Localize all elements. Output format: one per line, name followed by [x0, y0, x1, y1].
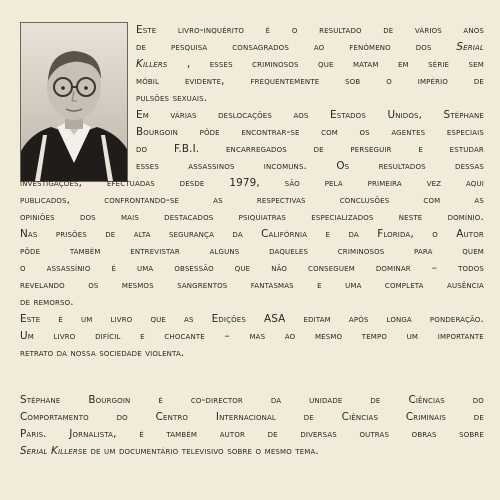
paragraph-4-line-0: [20, 392, 484, 409]
word: psiquiatras: [238, 211, 287, 223]
word: é: [158, 394, 163, 406]
word: alta: [133, 228, 151, 240]
word: Estados: [330, 109, 366, 121]
word: Autor: [456, 228, 484, 240]
word: domínio.: [447, 211, 484, 223]
paragraph-3-line-1: [20, 328, 484, 345]
word: de: [267, 428, 278, 440]
paragraph-2-line-0: [20, 226, 484, 243]
word: as: [474, 194, 484, 206]
author-portrait-image: [21, 23, 127, 181]
word: ponderação.: [429, 313, 484, 325]
paragraph-2-line-3: [20, 277, 484, 294]
word: é: [58, 313, 63, 325]
word: é: [265, 24, 271, 36]
word: móbil: [136, 75, 160, 87]
paragraph-1-line-6: [20, 209, 484, 226]
word: sob: [345, 75, 361, 87]
word: ausência: [447, 279, 484, 291]
word: o: [432, 228, 438, 240]
word: daqueles: [269, 245, 309, 257]
word: Ciências: [408, 394, 445, 406]
word: também: [69, 245, 101, 257]
word: pôde: [199, 126, 220, 138]
word: Ciências: [341, 411, 379, 423]
word: respectivas: [256, 194, 306, 206]
word: dominar: [375, 262, 411, 274]
word: Paris.: [20, 428, 47, 440]
word: vários: [414, 24, 442, 36]
word: que: [150, 313, 166, 325]
word: império: [417, 75, 449, 87]
paragraph-1-line-5: [20, 192, 484, 209]
word: Bourgoin: [88, 394, 131, 406]
word: em: [397, 58, 409, 70]
word: sem: [468, 58, 484, 70]
word: obsessão: [174, 262, 214, 274]
word: e: [140, 330, 145, 342]
word: as: [184, 313, 194, 325]
paragraph-4-line-1: [20, 409, 484, 426]
paragraph-0-line-1: [136, 39, 484, 56]
word: matam: [352, 58, 379, 70]
word: Serial: [456, 41, 484, 53]
word: não: [271, 262, 288, 274]
word: importante: [437, 330, 484, 342]
word: do: [136, 143, 148, 155]
word: Bourgoin: [136, 126, 179, 138]
paragraph-0-line-3: [136, 73, 484, 90]
word: mesmos: [121, 279, 154, 291]
word: de: [370, 394, 381, 406]
word: dos: [79, 211, 96, 223]
word: um: [80, 313, 93, 325]
word: Este: [20, 313, 41, 325]
word: segurança: [168, 228, 215, 240]
word: longa: [386, 313, 412, 325]
word: de: [383, 24, 394, 36]
word: Comportamento: [20, 411, 89, 423]
word: primeira: [367, 177, 402, 189]
word: de: [303, 411, 314, 423]
text-segment: de remorso.: [20, 296, 74, 308]
word: estudar: [449, 143, 484, 155]
word: pôde: [20, 245, 41, 257]
word: F.B.I.: [173, 143, 200, 155]
word: da: [270, 394, 282, 406]
paragraph-0-line-0: [136, 22, 484, 39]
word: evidente,: [184, 75, 225, 87]
word: criminosos: [337, 245, 385, 257]
word: criminosos: [252, 58, 299, 70]
paragraph-4-line-2: [20, 426, 484, 443]
word: fantasmas: [250, 279, 294, 291]
paragraph-0-line-2: [136, 56, 484, 73]
word: deslocações: [218, 109, 272, 121]
word: com: [423, 194, 441, 206]
word: mesmo: [314, 330, 343, 342]
word: uma: [345, 279, 362, 291]
word: outras: [359, 428, 390, 440]
word: Um: [20, 330, 34, 342]
paragraph-2-line-2: [20, 260, 484, 277]
word: aos: [293, 109, 309, 121]
word: que: [318, 58, 334, 70]
word: Nas: [20, 228, 38, 240]
word: –: [431, 262, 438, 274]
word: de: [473, 411, 484, 423]
word: série: [428, 58, 450, 70]
word: os: [88, 279, 99, 291]
text-segment: retrato da nossa sociedade violenta.: [20, 347, 185, 359]
word: Criminais: [405, 411, 446, 423]
paragraph-1-line-0: [136, 107, 484, 124]
word: incomuns.: [263, 160, 307, 172]
word: revelando: [20, 279, 65, 291]
word: assassinos: [188, 160, 235, 172]
word: livro-inquérito: [177, 24, 245, 36]
word: 1979,: [229, 177, 260, 189]
word: mais: [120, 211, 139, 223]
word: completa: [384, 279, 424, 291]
word: livro: [110, 313, 133, 325]
word: perseguir: [350, 143, 392, 155]
word: ,: [186, 58, 191, 70]
word: aqui: [465, 177, 484, 189]
word: confrontando-se: [104, 194, 180, 206]
paragraph-4-line-3: [20, 443, 484, 460]
word: quem: [462, 245, 484, 257]
word: publicados,: [20, 194, 71, 206]
word: efectuadas: [106, 177, 155, 189]
word: uma: [136, 262, 154, 274]
word: um: [406, 330, 419, 342]
paragraph-1-line-1: [136, 124, 484, 141]
word: entrevistar: [130, 245, 180, 257]
paragraph-3-line-2: [20, 345, 484, 362]
word: dessas: [455, 160, 484, 172]
word: que: [234, 262, 251, 274]
word: diversas: [300, 428, 337, 440]
word: opiniões: [20, 211, 55, 223]
author-photo: [20, 22, 128, 182]
paragraph-1-line-3: [136, 158, 484, 175]
word: especializados: [311, 211, 374, 223]
word: esses: [209, 58, 233, 70]
word: encarregados: [225, 143, 287, 155]
word: –: [224, 330, 230, 342]
word: esses: [136, 160, 159, 172]
word: também: [166, 428, 198, 440]
word: editam: [303, 313, 331, 325]
word: é: [139, 428, 144, 440]
word: Edições: [211, 313, 246, 325]
word: todos: [458, 262, 484, 274]
word: Unidos,: [387, 109, 423, 121]
word: tempo: [361, 330, 388, 342]
word: prisões: [55, 228, 87, 240]
word: ao: [313, 41, 325, 53]
word: várias: [170, 109, 197, 121]
word: Stéphane: [443, 109, 484, 121]
word: e: [418, 143, 423, 155]
word: o: [291, 24, 298, 36]
word: resultado: [319, 24, 362, 36]
word: dos: [415, 41, 432, 53]
word: de: [313, 143, 324, 155]
text-segment: pulsões sexuais.: [136, 92, 208, 104]
word: Califórnia: [261, 228, 308, 240]
word: Stéphane: [20, 394, 61, 406]
word: Os: [336, 160, 350, 172]
word: sobre: [459, 428, 484, 440]
word: de: [105, 228, 116, 240]
word: especiais: [446, 126, 484, 138]
word: e: [325, 228, 331, 240]
word: ao: [284, 330, 296, 342]
word: unidade: [309, 394, 343, 406]
word: as: [213, 194, 223, 206]
word: ASA: [263, 313, 286, 325]
word: assassínio: [46, 262, 91, 274]
word: co-director: [190, 394, 243, 406]
word: para: [414, 245, 433, 257]
paragraph-1-line-2: [136, 141, 484, 158]
text-segment: e de um documentário televisivo sobre o mesmo tema.: [82, 445, 319, 457]
word: Florida,: [377, 228, 414, 240]
word: pesquisa: [171, 41, 208, 53]
word: neste: [398, 211, 423, 223]
word: de: [136, 41, 147, 53]
word: Em: [136, 109, 149, 121]
word: consagrados: [232, 41, 289, 53]
word: destacados: [164, 211, 214, 223]
word: e: [317, 279, 322, 291]
word: Este: [136, 24, 157, 36]
word: da: [232, 228, 243, 240]
word: de: [473, 75, 484, 87]
word: autor: [219, 428, 245, 440]
text-segment: Serial Killers: [20, 445, 83, 457]
word: mas: [249, 330, 266, 342]
word: agentes: [391, 126, 426, 138]
paragraph-0-line-4: [136, 90, 484, 107]
word: Centro: [155, 411, 189, 423]
word: encontrar-se: [241, 126, 300, 138]
word: do: [116, 411, 128, 423]
word: difícil: [95, 330, 121, 342]
word: frequentemente: [250, 75, 320, 87]
word: da: [348, 228, 359, 240]
paragraph-2-line-4: [20, 294, 484, 311]
word: anos: [463, 24, 484, 36]
word: é: [111, 262, 117, 274]
paragraph-1-line-4: [20, 175, 484, 192]
word: com: [321, 126, 338, 138]
word: pela: [324, 177, 343, 189]
word: vez: [426, 177, 442, 189]
word: fenómeno: [349, 41, 391, 53]
word: livro: [53, 330, 76, 342]
word: Jornalista,: [69, 428, 117, 440]
word: obras: [411, 428, 437, 440]
word: após: [348, 313, 369, 325]
word: conseguem: [308, 262, 355, 274]
word: o: [386, 75, 392, 87]
word: o: [20, 262, 26, 274]
word: os: [359, 126, 370, 138]
word: sangrentos: [177, 279, 228, 291]
word: são: [284, 177, 300, 189]
word: Internacional: [215, 411, 276, 423]
word: alguns: [209, 245, 240, 257]
word: resultados: [378, 160, 426, 172]
paragraph-3-line-0: [20, 311, 484, 328]
word: do: [472, 394, 484, 406]
word: desde: [179, 177, 205, 189]
word: conclusões: [339, 194, 390, 206]
word: Killers: [136, 58, 168, 70]
word: investigações,: [20, 177, 83, 189]
paragraph-2-line-1: [20, 243, 484, 260]
word: chocante: [164, 330, 205, 342]
